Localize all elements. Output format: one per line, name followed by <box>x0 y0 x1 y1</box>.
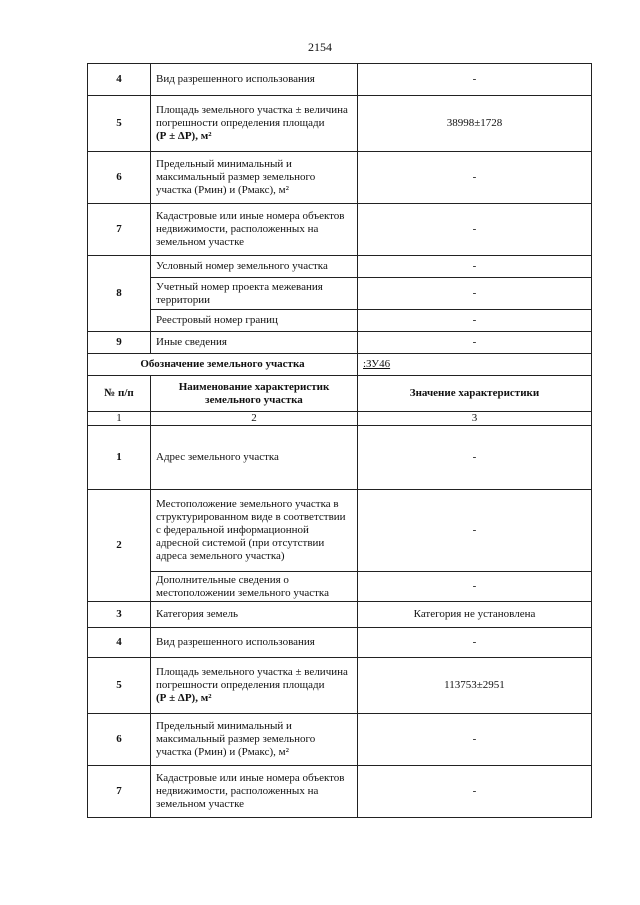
characteristic-value: - <box>358 714 592 766</box>
row-number: 8 <box>88 256 151 332</box>
table-row <box>88 310 592 332</box>
row-number: 4 <box>88 628 151 658</box>
characteristic-name: Категория земель <box>151 602 358 628</box>
characteristic-value: - <box>358 64 592 96</box>
row-number: 5 <box>88 96 151 152</box>
characteristic-name: Вид разрешенного использования <box>151 64 358 96</box>
row-number: 7 <box>88 766 151 818</box>
characteristic-name: Предельный минимальный и максимальный размер земельного участка (Рмин) и (Рмакс), м² <box>151 152 358 204</box>
characteristic-value: - <box>358 310 592 332</box>
row-number: 1 <box>88 426 151 490</box>
characteristic-value: - <box>358 572 592 602</box>
designation-row <box>88 354 592 376</box>
column-number-row <box>88 412 592 426</box>
table-row <box>88 628 592 658</box>
characteristic-name: Вид разрешенного использования <box>151 628 358 658</box>
table-row <box>88 204 592 256</box>
characteristic-name <box>151 96 358 152</box>
characteristic-name: Дополнительные сведения о местоположении земельного участка <box>151 572 358 602</box>
header-value: Значение характеристики <box>358 376 592 412</box>
table-row <box>88 96 592 152</box>
table-row <box>88 332 592 354</box>
area-formula: (Р ± ΔР), м² <box>156 130 212 142</box>
table-row <box>88 602 592 628</box>
plot-designation: :ЗУ46 <box>363 358 391 370</box>
characteristic-name <box>151 658 358 714</box>
characteristic-name: Кадастровые или иные номера объектов недвижимости, расположенных на земельном участке <box>151 766 358 818</box>
characteristic-value: 38998±1728 <box>358 96 592 152</box>
area-formula: (Р ± ΔР), м² <box>156 692 212 704</box>
table-row <box>88 490 592 572</box>
characteristic-value: Категория не установлена <box>358 602 592 628</box>
characteristic-name: Предельный минимальный и максимальный размер земельного участка (Рмин) и (Рмакс), м² <box>151 714 358 766</box>
name-text: Площадь земельного участка ± величина погрешности определения площади <box>156 104 348 129</box>
row-number: 5 <box>88 658 151 714</box>
characteristic-value: - <box>358 490 592 572</box>
row-number: 4 <box>88 64 151 96</box>
characteristic-value: - <box>358 628 592 658</box>
designation-value <box>358 354 592 376</box>
row-number: 3 <box>88 602 151 628</box>
table-row <box>88 256 592 278</box>
table-row <box>88 64 592 96</box>
characteristic-value: - <box>358 152 592 204</box>
table-row <box>88 766 592 818</box>
characteristic-value: - <box>358 204 592 256</box>
table-row <box>88 658 592 714</box>
table-row <box>88 152 592 204</box>
table-row <box>88 426 592 490</box>
table-row <box>88 572 592 602</box>
column-number: 2 <box>151 412 358 426</box>
land-plot-table <box>87 63 592 818</box>
characteristic-value: - <box>358 278 592 310</box>
table-row <box>88 714 592 766</box>
characteristic-value: 113753±2951 <box>358 658 592 714</box>
page-number: 2154 <box>308 40 332 54</box>
row-number: 2 <box>88 490 151 602</box>
row-number: 9 <box>88 332 151 354</box>
header-number: № п/п <box>88 376 151 412</box>
characteristic-name: Учетный номер проекта межевания территории <box>151 278 358 310</box>
characteristic-name: Кадастровые или иные номера объектов недвижимости, расположенных на земельном участке <box>151 204 358 256</box>
designation-label: Обозначение земельного участка <box>88 354 358 376</box>
header-name: Наименование характеристик земельного участка <box>151 376 358 412</box>
column-number: 3 <box>358 412 592 426</box>
characteristic-value: - <box>358 766 592 818</box>
characteristic-name: Реестровый номер границ <box>151 310 358 332</box>
characteristic-name: Иные сведения <box>151 332 358 354</box>
name-text: Площадь земельного участка ± величина погрешности определения площади <box>156 666 348 691</box>
characteristic-value: - <box>358 256 592 278</box>
row-number: 6 <box>88 714 151 766</box>
characteristic-name: Местоположение земельного участка в структурированном виде в соответствии с федеральной информационной адресной системой (при отсутствии адреса земельного участка) <box>151 490 358 572</box>
characteristic-name: Адрес земельного участка <box>151 426 358 490</box>
column-number: 1 <box>88 412 151 426</box>
characteristic-value: - <box>358 332 592 354</box>
characteristic-name: Условный номер земельного участка <box>151 256 358 278</box>
characteristic-value: - <box>358 426 592 490</box>
header-row <box>88 376 592 412</box>
row-number: 6 <box>88 152 151 204</box>
table-row <box>88 278 592 310</box>
row-number: 7 <box>88 204 151 256</box>
